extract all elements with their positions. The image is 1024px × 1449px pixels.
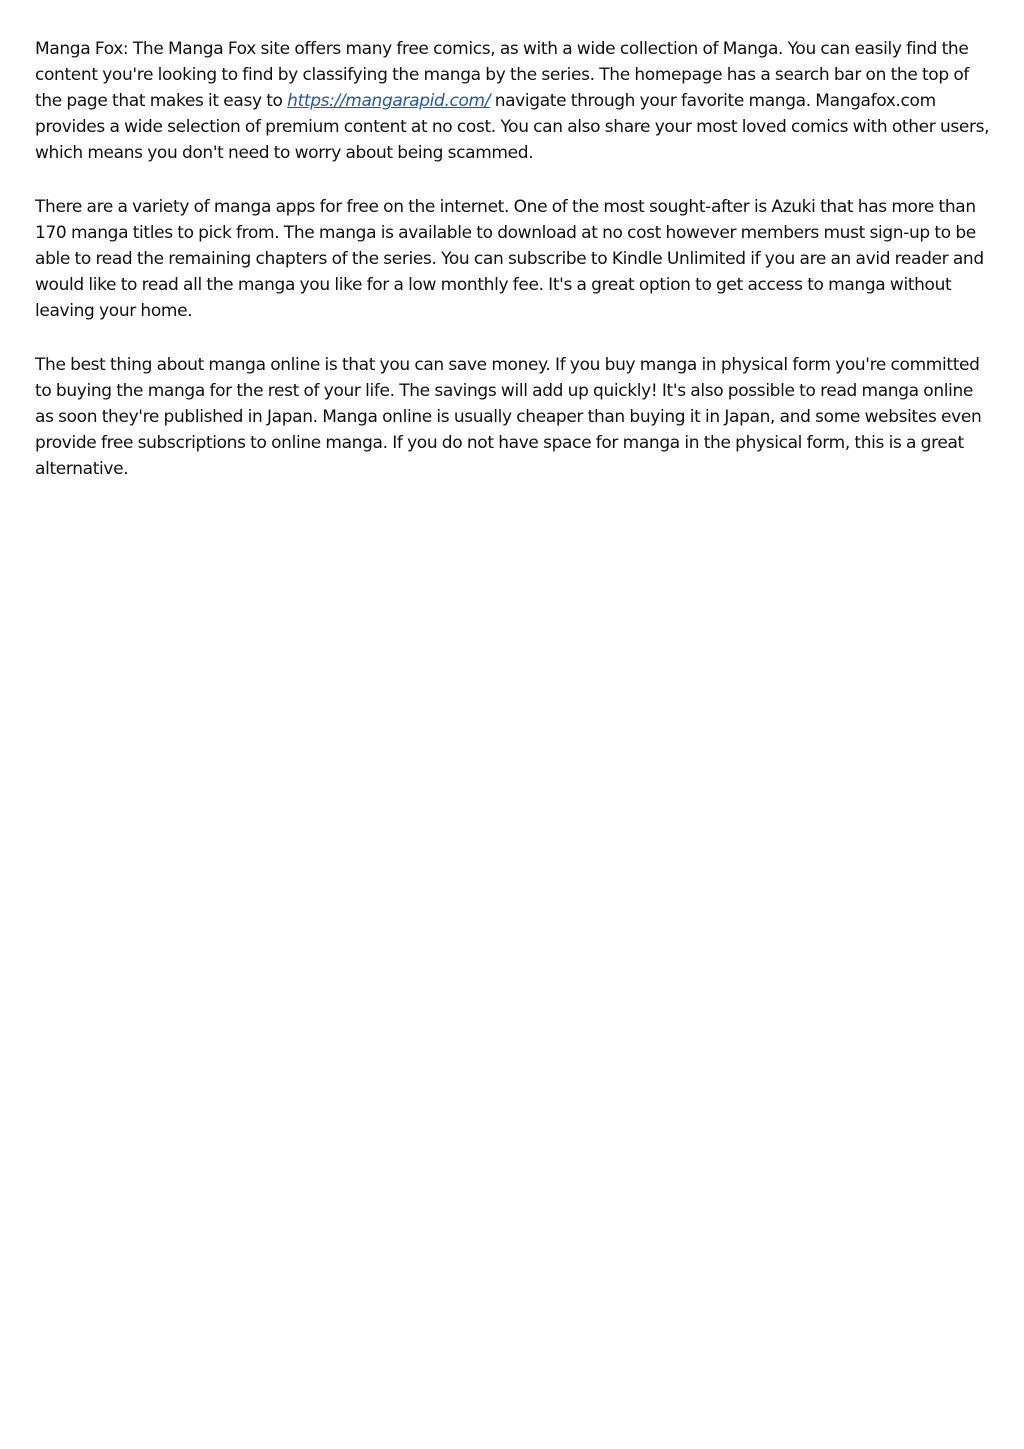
document-body [35,36,995,510]
paragraph-1-text-after-link: navigate through your favorite manga. Mangafox.com provides a wide selection of premium content at no cost. You can also share your most loved comics with other users, which means you don't need to worry about being scammed. [35,91,990,163]
paragraph-manga-fox [35,36,995,166]
paragraph-manga-online: The best thing about manga online is that you can save money. If you buy manga in physical form you're committed to buying the manga for the rest of your life. The savings will add up quickly! It's also possible to read manga online as soon they're published in Japan. Manga online is usually cheaper than buying it in Japan, and some websites even provide free subscriptions to online manga. If you do not have space for manga in the physical form, this is a great alternative. [35,355,982,479]
mangarapid-link[interactable]: https://mangarapid.com/ [287,91,491,111]
paragraph-manga-apps: There are a variety of manga apps for free on the internet. One of the most sought-after is Azuki that has more than 170 manga titles to pick from. The manga is available to download at no cost however members must sign-up to be able to read the remaining chapters of the series. You can subscribe to Kindle Unlimited if you are an avid reader and would like to read all the manga you like for a low monthly fee. It's a great option to get access to manga without leaving your home. [35,197,984,321]
paragraph-1-text-before-link: Manga Fox: The Manga Fox site offers many free comics, as with a wide collection of Manga. You can easily find the content you're looking to find by classifying the manga by the series. The homepage has a search bar on the top of the page that makes it easy to [35,39,970,111]
